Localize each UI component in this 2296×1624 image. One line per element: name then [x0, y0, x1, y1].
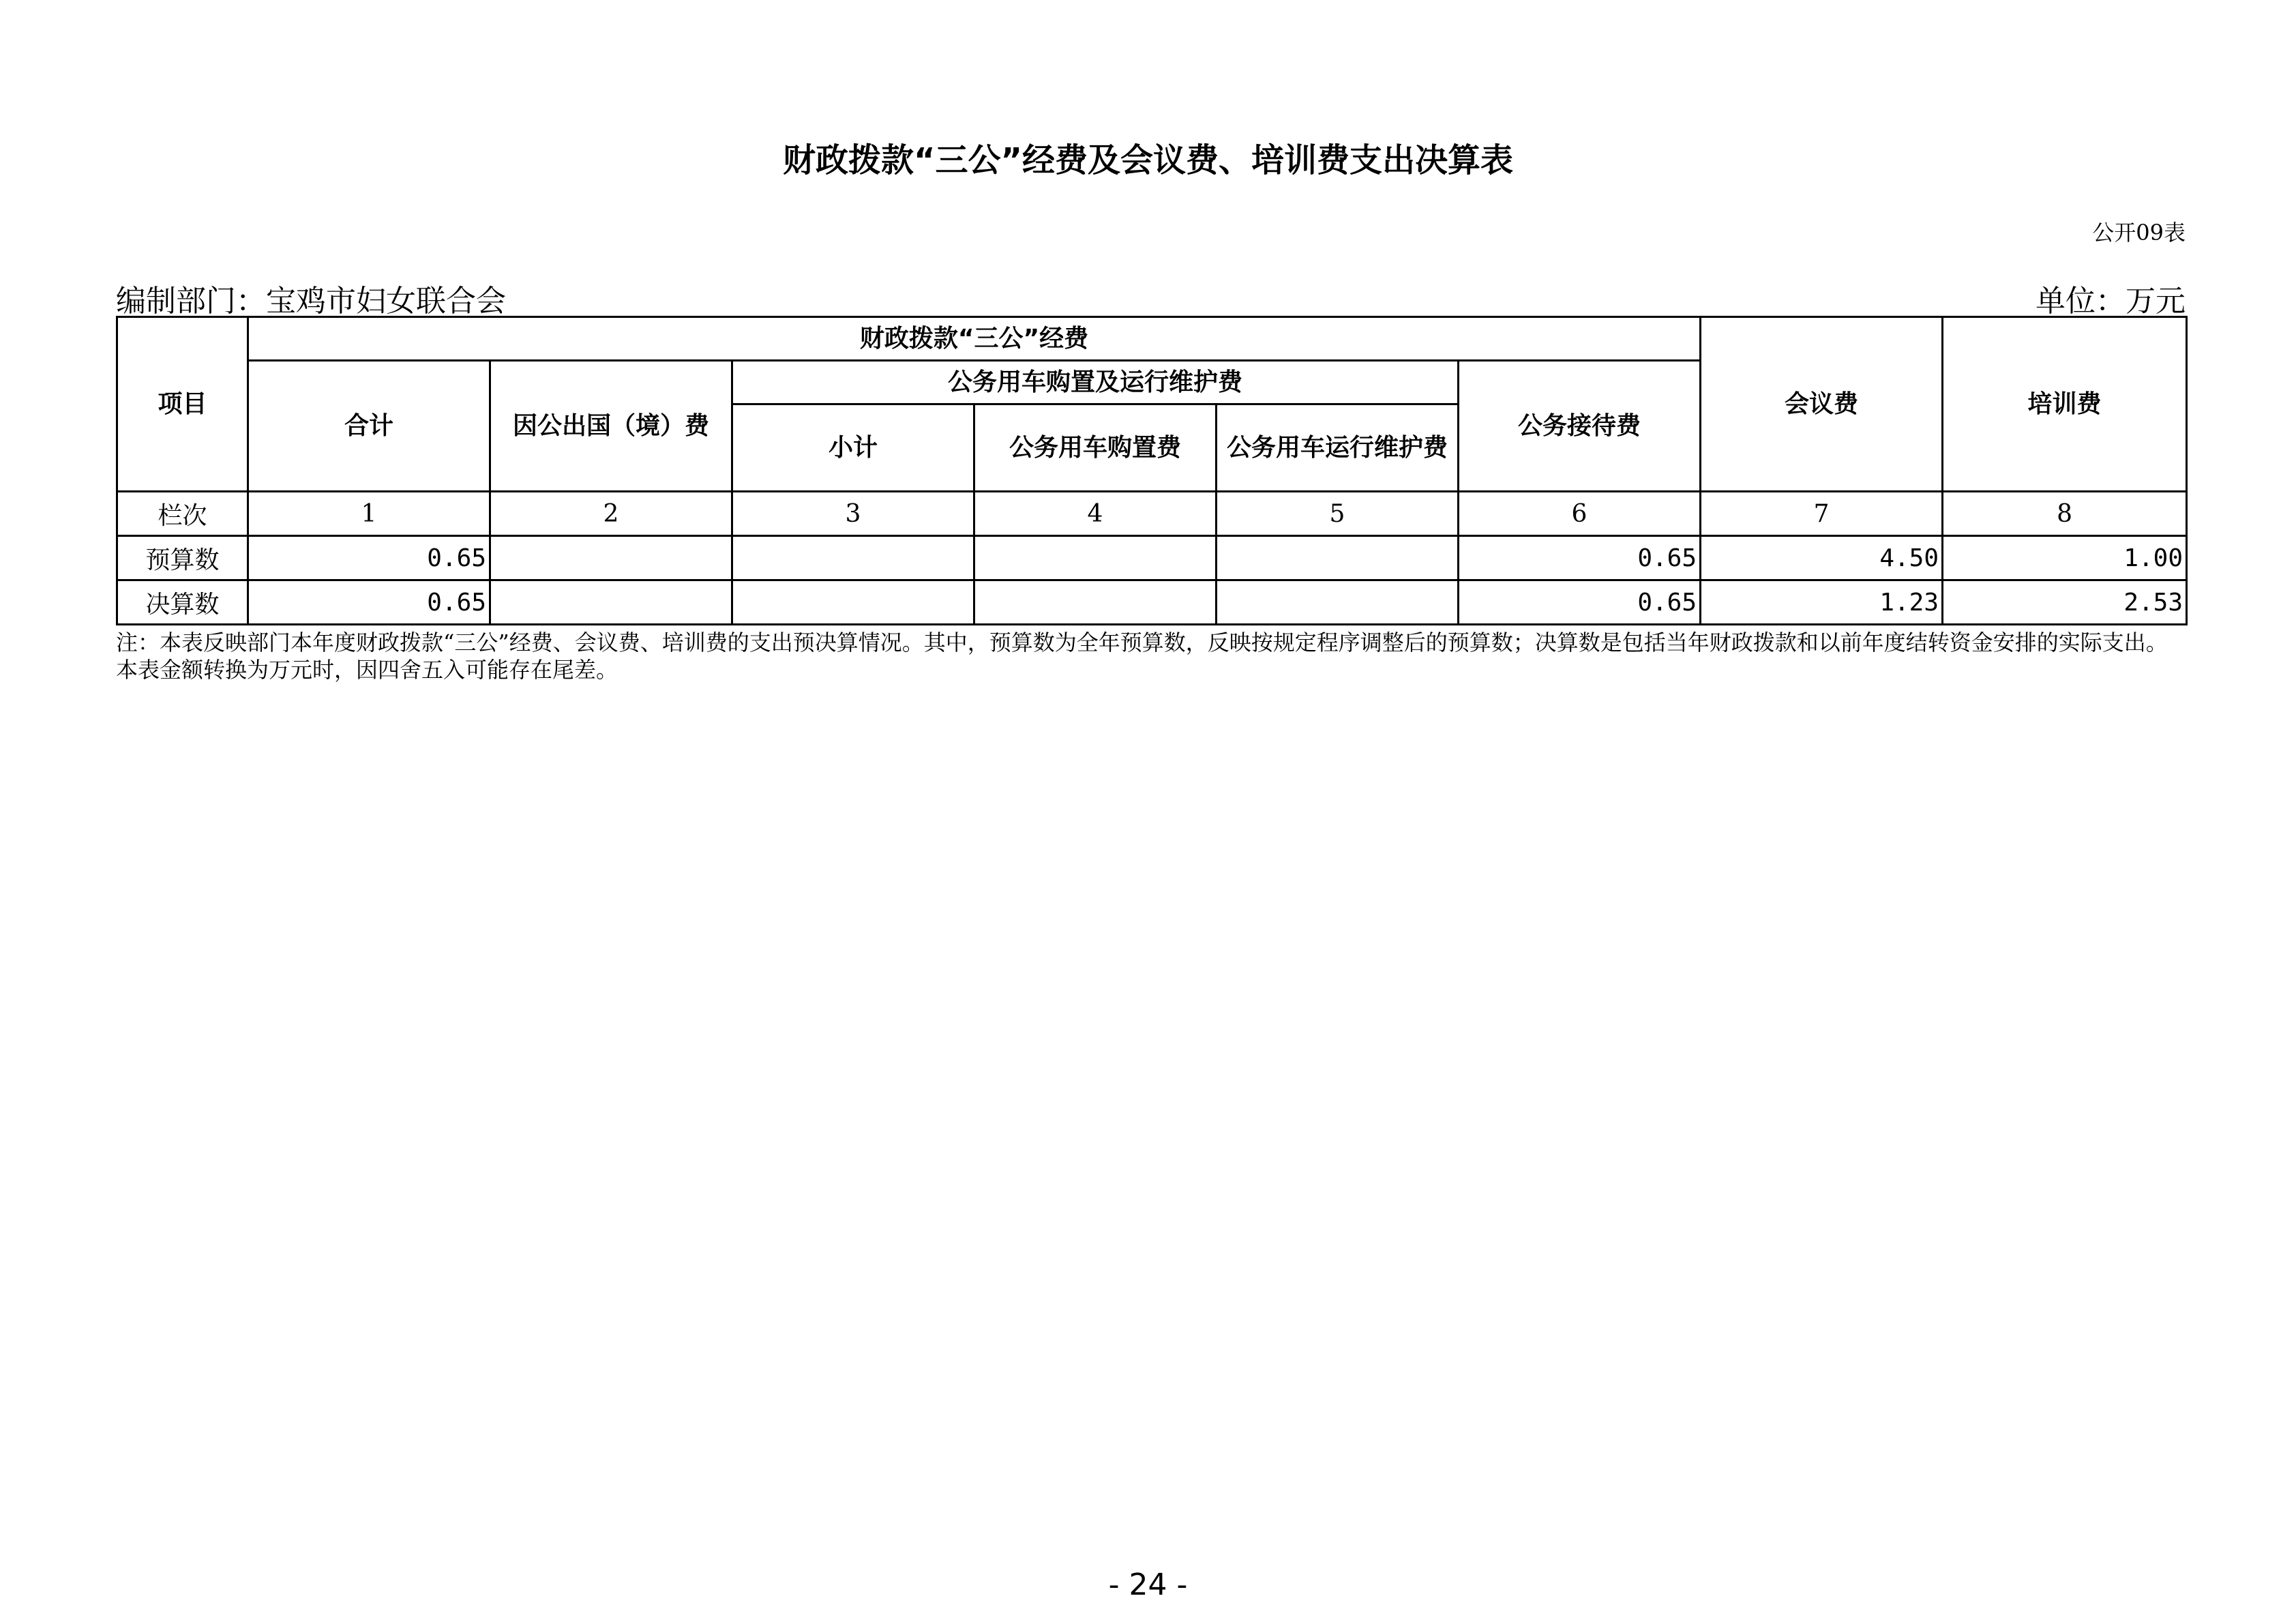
header-vehicle-operation: 公务用车运行维护费 [1217, 404, 1459, 492]
department-label: 编制部门：宝鸡市妇女联合会 [116, 284, 506, 319]
index-cell: 5 [1217, 492, 1459, 536]
header-total: 合计 [248, 361, 490, 492]
value-cell: 2.53 [1943, 580, 2187, 625]
value-cell: 0.65 [1459, 536, 1701, 580]
value-cell [1217, 536, 1459, 580]
index-cell: 8 [1943, 492, 2187, 536]
header-vehicle: 公务用车购置及运行维护费 [732, 361, 1459, 404]
value-cell: 0.65 [248, 536, 490, 580]
footnote: 注：本表反映部门本年度财政拨款“三公”经费、会议费、培训费的支出预决算情况。其中，预算数为全年预算数，反映按规定程序调整后的预算数；决算数是包括当年财政拨款和以前年度结转资金安排的实际支出。本表金额转换为万元时，因四舍五入可能存在尾差。 [116, 630, 2168, 683]
value-cell: 1.23 [1701, 580, 1943, 625]
header-subtotal: 小计 [732, 404, 974, 492]
header-abroad: 因公出国（境）费 [490, 361, 732, 492]
header-item: 项目 [117, 317, 248, 492]
header-vehicle-purchase: 公务用车购置费 [974, 404, 1217, 492]
expenditure-table [116, 316, 2188, 625]
index-cell: 4 [974, 492, 1217, 536]
header-training: 培训费 [1943, 317, 2187, 492]
value-cell: 0.65 [248, 580, 490, 625]
value-cell [490, 536, 732, 580]
index-cell: 2 [490, 492, 732, 536]
value-cell [490, 580, 732, 625]
budget-row [117, 536, 2187, 580]
value-cell: 4.50 [1701, 536, 1943, 580]
index-cell: 6 [1459, 492, 1701, 536]
page-number: - 24 - [1108, 1567, 1188, 1602]
index-cell: 1 [248, 492, 490, 536]
row-label: 栏次 [117, 492, 248, 536]
header-meeting: 会议费 [1701, 317, 1943, 492]
value-cell [974, 580, 1217, 625]
unit-label: 单位：万元 [2036, 284, 2186, 319]
row-label: 预算数 [117, 536, 248, 580]
value-cell: 1.00 [1943, 536, 2187, 580]
form-id: 公开09表 [2092, 220, 2186, 246]
index-row [117, 492, 2187, 536]
row-label: 决算数 [117, 580, 248, 625]
value-cell: 0.65 [1459, 580, 1701, 625]
value-cell [732, 536, 974, 580]
value-cell [1217, 580, 1459, 625]
header-reception: 公务接待费 [1459, 361, 1701, 492]
index-cell: 7 [1701, 492, 1943, 536]
page-title: 财政拨款“三公”经费及会议费、培训费支出决算表 [782, 141, 1514, 179]
value-cell [732, 580, 974, 625]
header-sangong: 财政拨款“三公”经费 [248, 317, 1701, 361]
final-row [117, 580, 2187, 625]
index-cell: 3 [732, 492, 974, 536]
value-cell [974, 536, 1217, 580]
